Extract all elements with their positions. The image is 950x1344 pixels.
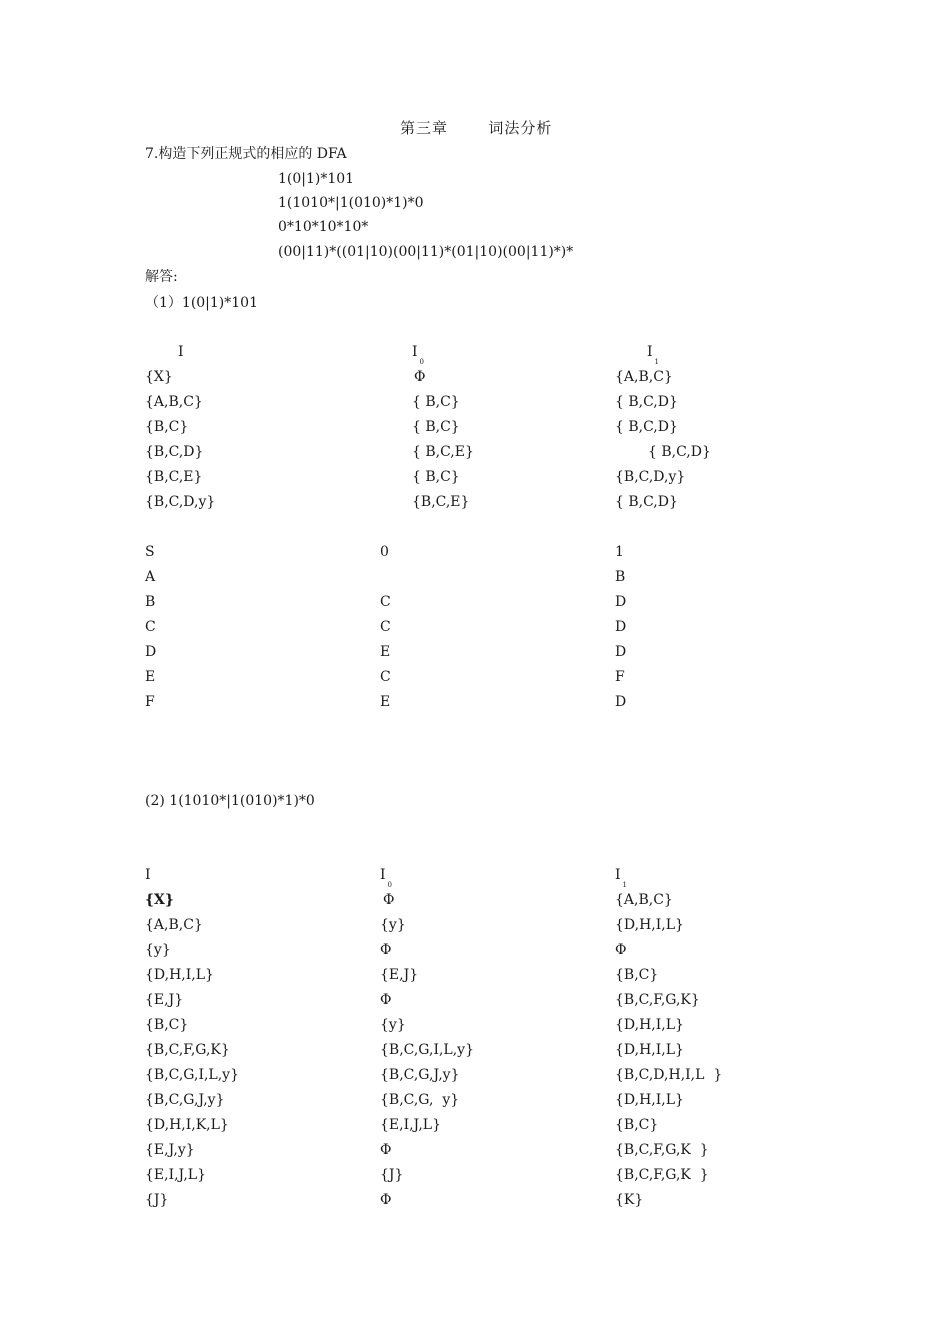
regex-3: 0*10*10*10* bbox=[278, 219, 369, 235]
table-cell: { B,C} bbox=[412, 469, 460, 485]
part1-heading: （1）1(0|1)*101 bbox=[145, 295, 258, 311]
table-cell: D bbox=[615, 619, 627, 635]
table-cell: {B,C,D,y} bbox=[615, 469, 686, 485]
table-cell: E bbox=[380, 644, 391, 660]
table-cell: B bbox=[145, 594, 156, 610]
table-cell: D bbox=[145, 644, 157, 660]
table-cell: {D,H,I,L} bbox=[615, 1042, 684, 1058]
table-cell: {A,B,C} bbox=[615, 369, 673, 385]
table-cell: {E,J,y} bbox=[145, 1142, 195, 1158]
table-cell: Φ bbox=[380, 1142, 392, 1158]
table-cell: { B,C,D} bbox=[615, 494, 678, 510]
table-cell: {B,C} bbox=[145, 419, 189, 435]
regex-4: (00|11)*((01|10)(00|11)*(01|10)(00|11)*)* bbox=[278, 244, 574, 260]
table-cell: { B,C,D} bbox=[615, 419, 678, 435]
table-cell: {A,B,C} bbox=[145, 394, 203, 410]
table-cell: {B,C} bbox=[615, 967, 659, 983]
table-cell: {B,C,E} bbox=[412, 494, 470, 510]
part2-subset-header-i0: $I_0$ bbox=[380, 867, 392, 889]
part1-subset-header-i1: $I_1$ bbox=[647, 344, 659, 366]
table-cell: {J} bbox=[380, 1167, 404, 1183]
part2-subset-header-i1: $I_1$ bbox=[615, 867, 627, 889]
table-cell: {B,C,G, y} bbox=[380, 1092, 460, 1108]
table-cell: C bbox=[380, 669, 391, 685]
table-cell: { B,C,E} bbox=[412, 444, 474, 460]
state-header-1: 1 bbox=[615, 544, 624, 560]
table-cell: {B,C,F,G,K } bbox=[615, 1142, 709, 1158]
table-cell: C bbox=[145, 619, 156, 635]
table-cell: {B,C,G,I,L,y} bbox=[145, 1067, 239, 1083]
regex-1: 1(0|1)*101 bbox=[278, 171, 355, 187]
table-cell: {B,C,G,I,L,y} bbox=[380, 1042, 474, 1058]
table-cell: {A,B,C} bbox=[615, 892, 673, 908]
question-text: 7.构造下列正规式的相应的 DFA bbox=[145, 146, 347, 162]
table-cell: {E,I,J,L} bbox=[145, 1167, 207, 1183]
table-cell: D bbox=[615, 694, 627, 710]
table-cell: {E,J} bbox=[380, 967, 419, 983]
answer-label: 解答: bbox=[145, 269, 178, 285]
table-cell: {B,C,D,y} bbox=[145, 494, 216, 510]
table-cell: {D,H,I,L} bbox=[615, 1017, 684, 1033]
table-cell: {D,H,I,L} bbox=[615, 1092, 684, 1108]
table-cell: {B,C,D,H,I,L } bbox=[615, 1067, 723, 1083]
table-cell: {E,I,J,L} bbox=[380, 1117, 442, 1133]
part2-heading: (2) 1(1010*|1(010)*1)*0 bbox=[145, 793, 315, 809]
table-cell: {B,C,D} bbox=[145, 444, 204, 460]
table-cell: {B,C} bbox=[145, 1017, 189, 1033]
table-cell: F bbox=[615, 669, 625, 685]
table-cell: {D,H,I,L} bbox=[145, 967, 214, 983]
table-cell: {D,H,I,L} bbox=[615, 917, 684, 933]
part1-subset-header-i: I bbox=[178, 344, 184, 360]
table-cell: {D,H,I,K,L} bbox=[145, 1117, 229, 1133]
table-cell: A bbox=[145, 569, 156, 585]
table-cell: Φ bbox=[380, 942, 392, 958]
state-header-0: 0 bbox=[380, 544, 389, 560]
table-cell: {y} bbox=[380, 917, 406, 933]
regex-2: 1(1010*|1(010)*1)*0 bbox=[278, 195, 424, 211]
table-cell: {E,J} bbox=[145, 992, 184, 1008]
part2-subset-header-i: I bbox=[145, 867, 151, 883]
table-cell: {A,B,C} bbox=[145, 917, 203, 933]
table-cell: D bbox=[615, 644, 627, 660]
table-cell: { B,C} bbox=[412, 394, 460, 410]
table-cell: {B,C,F,G,K} bbox=[145, 1042, 230, 1058]
part1-subset-header-i0: $I_0$ bbox=[412, 344, 424, 366]
table-cell: Φ bbox=[383, 892, 395, 908]
table-cell: E bbox=[380, 694, 391, 710]
table-cell: {K} bbox=[615, 1192, 644, 1208]
table-cell: {B,C,E} bbox=[145, 469, 203, 485]
table-cell: {X} bbox=[145, 892, 174, 908]
table-cell: {B,C,F,G,K } bbox=[615, 1167, 709, 1183]
table-cell: C bbox=[380, 594, 391, 610]
table-cell: {B,C,F,G,K} bbox=[615, 992, 700, 1008]
table-cell: {X} bbox=[145, 369, 173, 385]
table-cell: { B,C,D} bbox=[615, 394, 678, 410]
table-cell: {J} bbox=[145, 1192, 169, 1208]
table-cell: Φ bbox=[414, 369, 426, 385]
table-cell: F bbox=[145, 694, 155, 710]
table-cell: Φ bbox=[380, 1192, 392, 1208]
chapter-title: 第三章 词法分析 bbox=[400, 119, 553, 137]
table-cell: C bbox=[380, 619, 391, 635]
table-cell: {B,C} bbox=[615, 1117, 659, 1133]
table-cell: {B,C,G,J,y} bbox=[380, 1067, 460, 1083]
table-cell: {y} bbox=[145, 942, 171, 958]
table-cell: {B,C,G,J,y} bbox=[145, 1092, 225, 1108]
table-cell: B bbox=[615, 569, 626, 585]
table-cell: Φ bbox=[615, 942, 627, 958]
table-cell: { B,C,D} bbox=[648, 444, 711, 460]
state-header-s: S bbox=[145, 544, 155, 560]
table-cell: Φ bbox=[380, 992, 392, 1008]
table-cell: E bbox=[145, 669, 156, 685]
table-cell: { B,C} bbox=[412, 419, 460, 435]
table-cell: D bbox=[615, 594, 627, 610]
table-cell: {y} bbox=[380, 1017, 406, 1033]
